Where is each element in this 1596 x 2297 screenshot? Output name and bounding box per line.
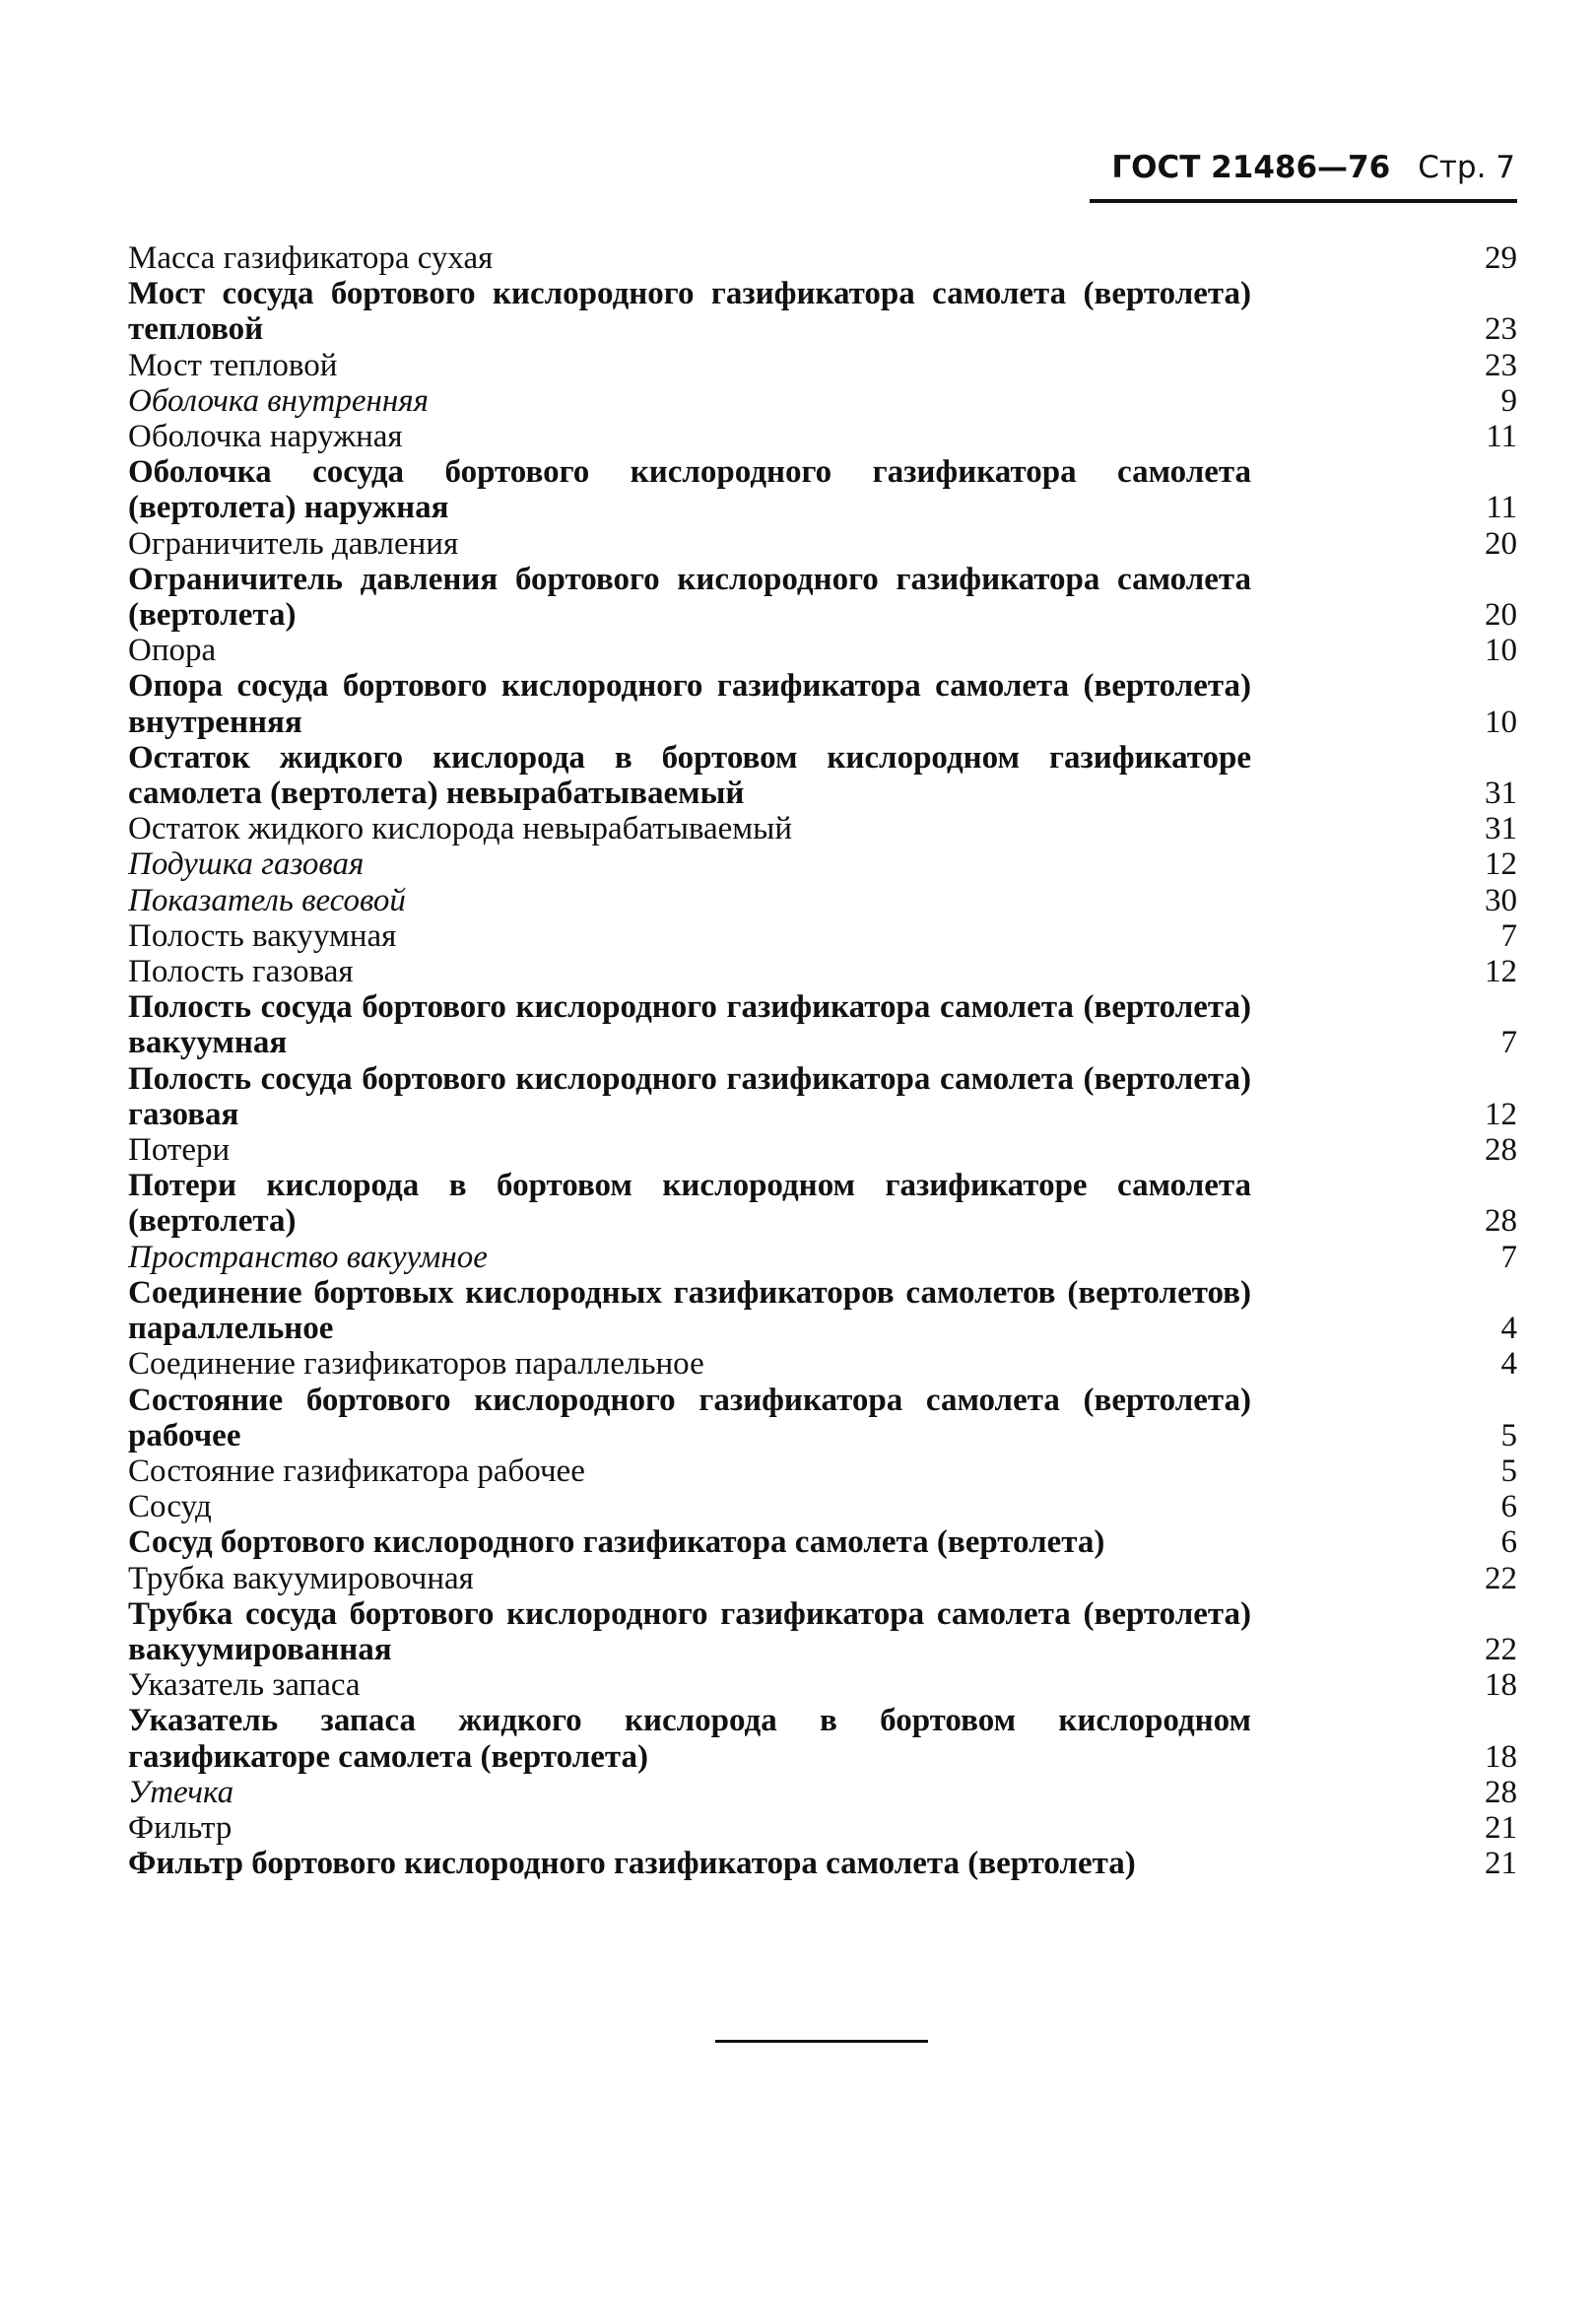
index-term: Остаток жидкого кислорода невырабатываемый (128, 811, 793, 847)
index-term: Потери (128, 1132, 231, 1169)
index-term: Мост сосуда бортового кислородного газификатора самолета (вертолета) тепловой (128, 276, 1251, 348)
footer-rule (715, 2040, 928, 2043)
index-entry (128, 1846, 1517, 1881)
index-entry (128, 989, 1517, 1060)
standard-number: ГОСТ 21486—76 (1111, 150, 1391, 185)
index-page-number: 20 (1485, 597, 1517, 634)
index-entry (128, 668, 1517, 739)
index-page-number: 10 (1485, 633, 1517, 669)
index-page-number: 5 (1500, 1417, 1517, 1453)
index-term: Остаток жидкого кислорода в бортовом кислородном газификаторе самолета (вертолета) невырабатываемый (128, 739, 1251, 812)
index-page-number: 28 (1485, 1132, 1517, 1169)
index-term: Потери кислорода в бортовом кислородном газификаторе самолета (вертолета) (128, 1168, 1251, 1240)
index-page-number: 6 (1500, 1524, 1517, 1561)
index-page-number: 7 (1500, 1239, 1517, 1275)
index-page-number: 22 (1485, 1560, 1517, 1596)
index-entry (128, 633, 1517, 668)
index-page-number: 29 (1485, 240, 1517, 276)
index-entry (128, 1168, 1517, 1239)
index-term: Полость газовая (128, 954, 354, 990)
index-entry (128, 1775, 1517, 1810)
index-page-number: 6 (1500, 1489, 1517, 1525)
index-page-number: 31 (1485, 776, 1517, 812)
index-term: Ограничитель давления бортового кислородного газификатора самолета (вертолета) (128, 561, 1251, 634)
index-page-number: 28 (1485, 1203, 1517, 1240)
index-term: Оболочка внутренняя (128, 382, 429, 419)
index-page-number: 30 (1485, 882, 1517, 918)
index-term: Утечка (128, 1774, 234, 1810)
index-term: Полость сосуда бортового кислородного газификатора самолета (вертолета) газовая (128, 1060, 1251, 1132)
index-term: Фильтр бортового кислородного газификатора самолета (вертолета) (128, 1846, 1136, 1882)
index-term: Указатель запаса (128, 1667, 361, 1704)
index-entry (128, 1596, 1517, 1667)
index-term: Состояние бортового кислородного газификатора самолета (вертолета) рабочее (128, 1382, 1251, 1453)
index-page-number: 11 (1486, 490, 1517, 526)
index-page-number: 12 (1485, 846, 1517, 883)
index-entry (128, 383, 1517, 419)
header-rule (1090, 199, 1517, 203)
index-page-number: 11 (1486, 419, 1517, 455)
index-page-number: 9 (1500, 382, 1517, 419)
index-term: Трубка сосуда бортового кислородного газификатора самолета (вертолета) вакуумированная (128, 1595, 1251, 1667)
index-entry (128, 1346, 1517, 1382)
index-term: Опора сосуда бортового кислородного газификатора самолета (вертолета) внутренняя (128, 668, 1251, 740)
index-term: Масса газификатора сухая (128, 240, 494, 276)
index-entry (128, 348, 1517, 383)
index-term: Полость вакуумная (128, 917, 397, 954)
index-page-number: 7 (1500, 1025, 1517, 1061)
index-page-number: 20 (1485, 525, 1517, 562)
index-entry (128, 1132, 1517, 1168)
index-term: Подушка газовая (128, 846, 365, 883)
index-entry (128, 1061, 1517, 1132)
index-entry (128, 811, 1517, 846)
index-term: Соединение газификаторов параллельное (128, 1346, 704, 1383)
index-entry (128, 562, 1517, 633)
index-term: Сосуд бортового кислородного газификатора самолета (вертолета) (128, 1524, 1105, 1561)
index-page-number: 4 (1500, 1311, 1517, 1347)
index-entry (128, 1489, 1517, 1524)
index-entry (128, 419, 1517, 454)
index-term: Пространство вакуумное (128, 1239, 488, 1275)
index-entry (128, 954, 1517, 989)
page-number: Стр. 7 (1418, 150, 1515, 185)
index-entry (128, 883, 1517, 918)
index-entry (128, 918, 1517, 954)
index-entry (128, 1275, 1517, 1346)
index-page-number: 28 (1485, 1774, 1517, 1810)
index-entry (128, 1703, 1517, 1774)
index-page-number: 31 (1485, 811, 1517, 847)
index-entry (128, 740, 1517, 811)
index-page-number: 10 (1485, 704, 1517, 740)
index-page-number: 12 (1485, 954, 1517, 990)
index-term: Сосуд (128, 1489, 212, 1525)
index-page-number: 21 (1485, 1809, 1517, 1846)
index-page-number: 12 (1485, 1096, 1517, 1132)
index-entry (128, 276, 1517, 347)
index-term: Состояние газификатора рабочее (128, 1453, 585, 1489)
index-page-number: 23 (1485, 311, 1517, 348)
index-entry (128, 1240, 1517, 1275)
index-page-number: 18 (1485, 1667, 1517, 1704)
index-entry (128, 1524, 1517, 1560)
index-term: Опора (128, 633, 217, 669)
index-page-number: 7 (1500, 917, 1517, 954)
index-page-number: 4 (1500, 1346, 1517, 1383)
index-term: Оболочка наружная (128, 419, 403, 455)
page-header (1082, 148, 1515, 187)
index-entry (128, 526, 1517, 562)
index-term: Показатель весовой (128, 882, 406, 918)
index-entry (128, 1453, 1517, 1489)
index-term: Оболочка сосуда бортового кислородного газификатора самолета (вертолета) наружная (128, 454, 1251, 526)
index-entry (128, 454, 1517, 525)
index-page-number: 22 (1485, 1631, 1517, 1667)
index-entry (128, 1667, 1517, 1703)
index-page-number: 5 (1500, 1453, 1517, 1489)
index-term: Указатель запаса жидкого кислорода в бортовом кислородном газификаторе самолета (вертолета) (128, 1703, 1251, 1775)
index-page-number: 21 (1485, 1846, 1517, 1882)
index-entry (128, 846, 1517, 882)
index-term: Ограничитель давления (128, 525, 459, 562)
index-page-number: 23 (1485, 347, 1517, 383)
index-term: Полость сосуда бортового кислородного газификатора самолета (вертолета) вакуумная (128, 989, 1251, 1061)
index-entry (128, 1810, 1517, 1846)
index-entry (128, 1383, 1517, 1453)
index-term: Трубка вакуумировочная (128, 1560, 474, 1596)
index-term: Соединение бортовых кислородных газификаторов самолетов (вертолетов) параллельное (128, 1274, 1251, 1347)
index-entry (128, 1561, 1517, 1596)
index-term: Мост тепловой (128, 347, 338, 383)
index-term: Фильтр (128, 1809, 233, 1846)
term-index (128, 240, 1517, 1881)
index-entry (128, 240, 1517, 276)
index-page-number: 18 (1485, 1738, 1517, 1775)
